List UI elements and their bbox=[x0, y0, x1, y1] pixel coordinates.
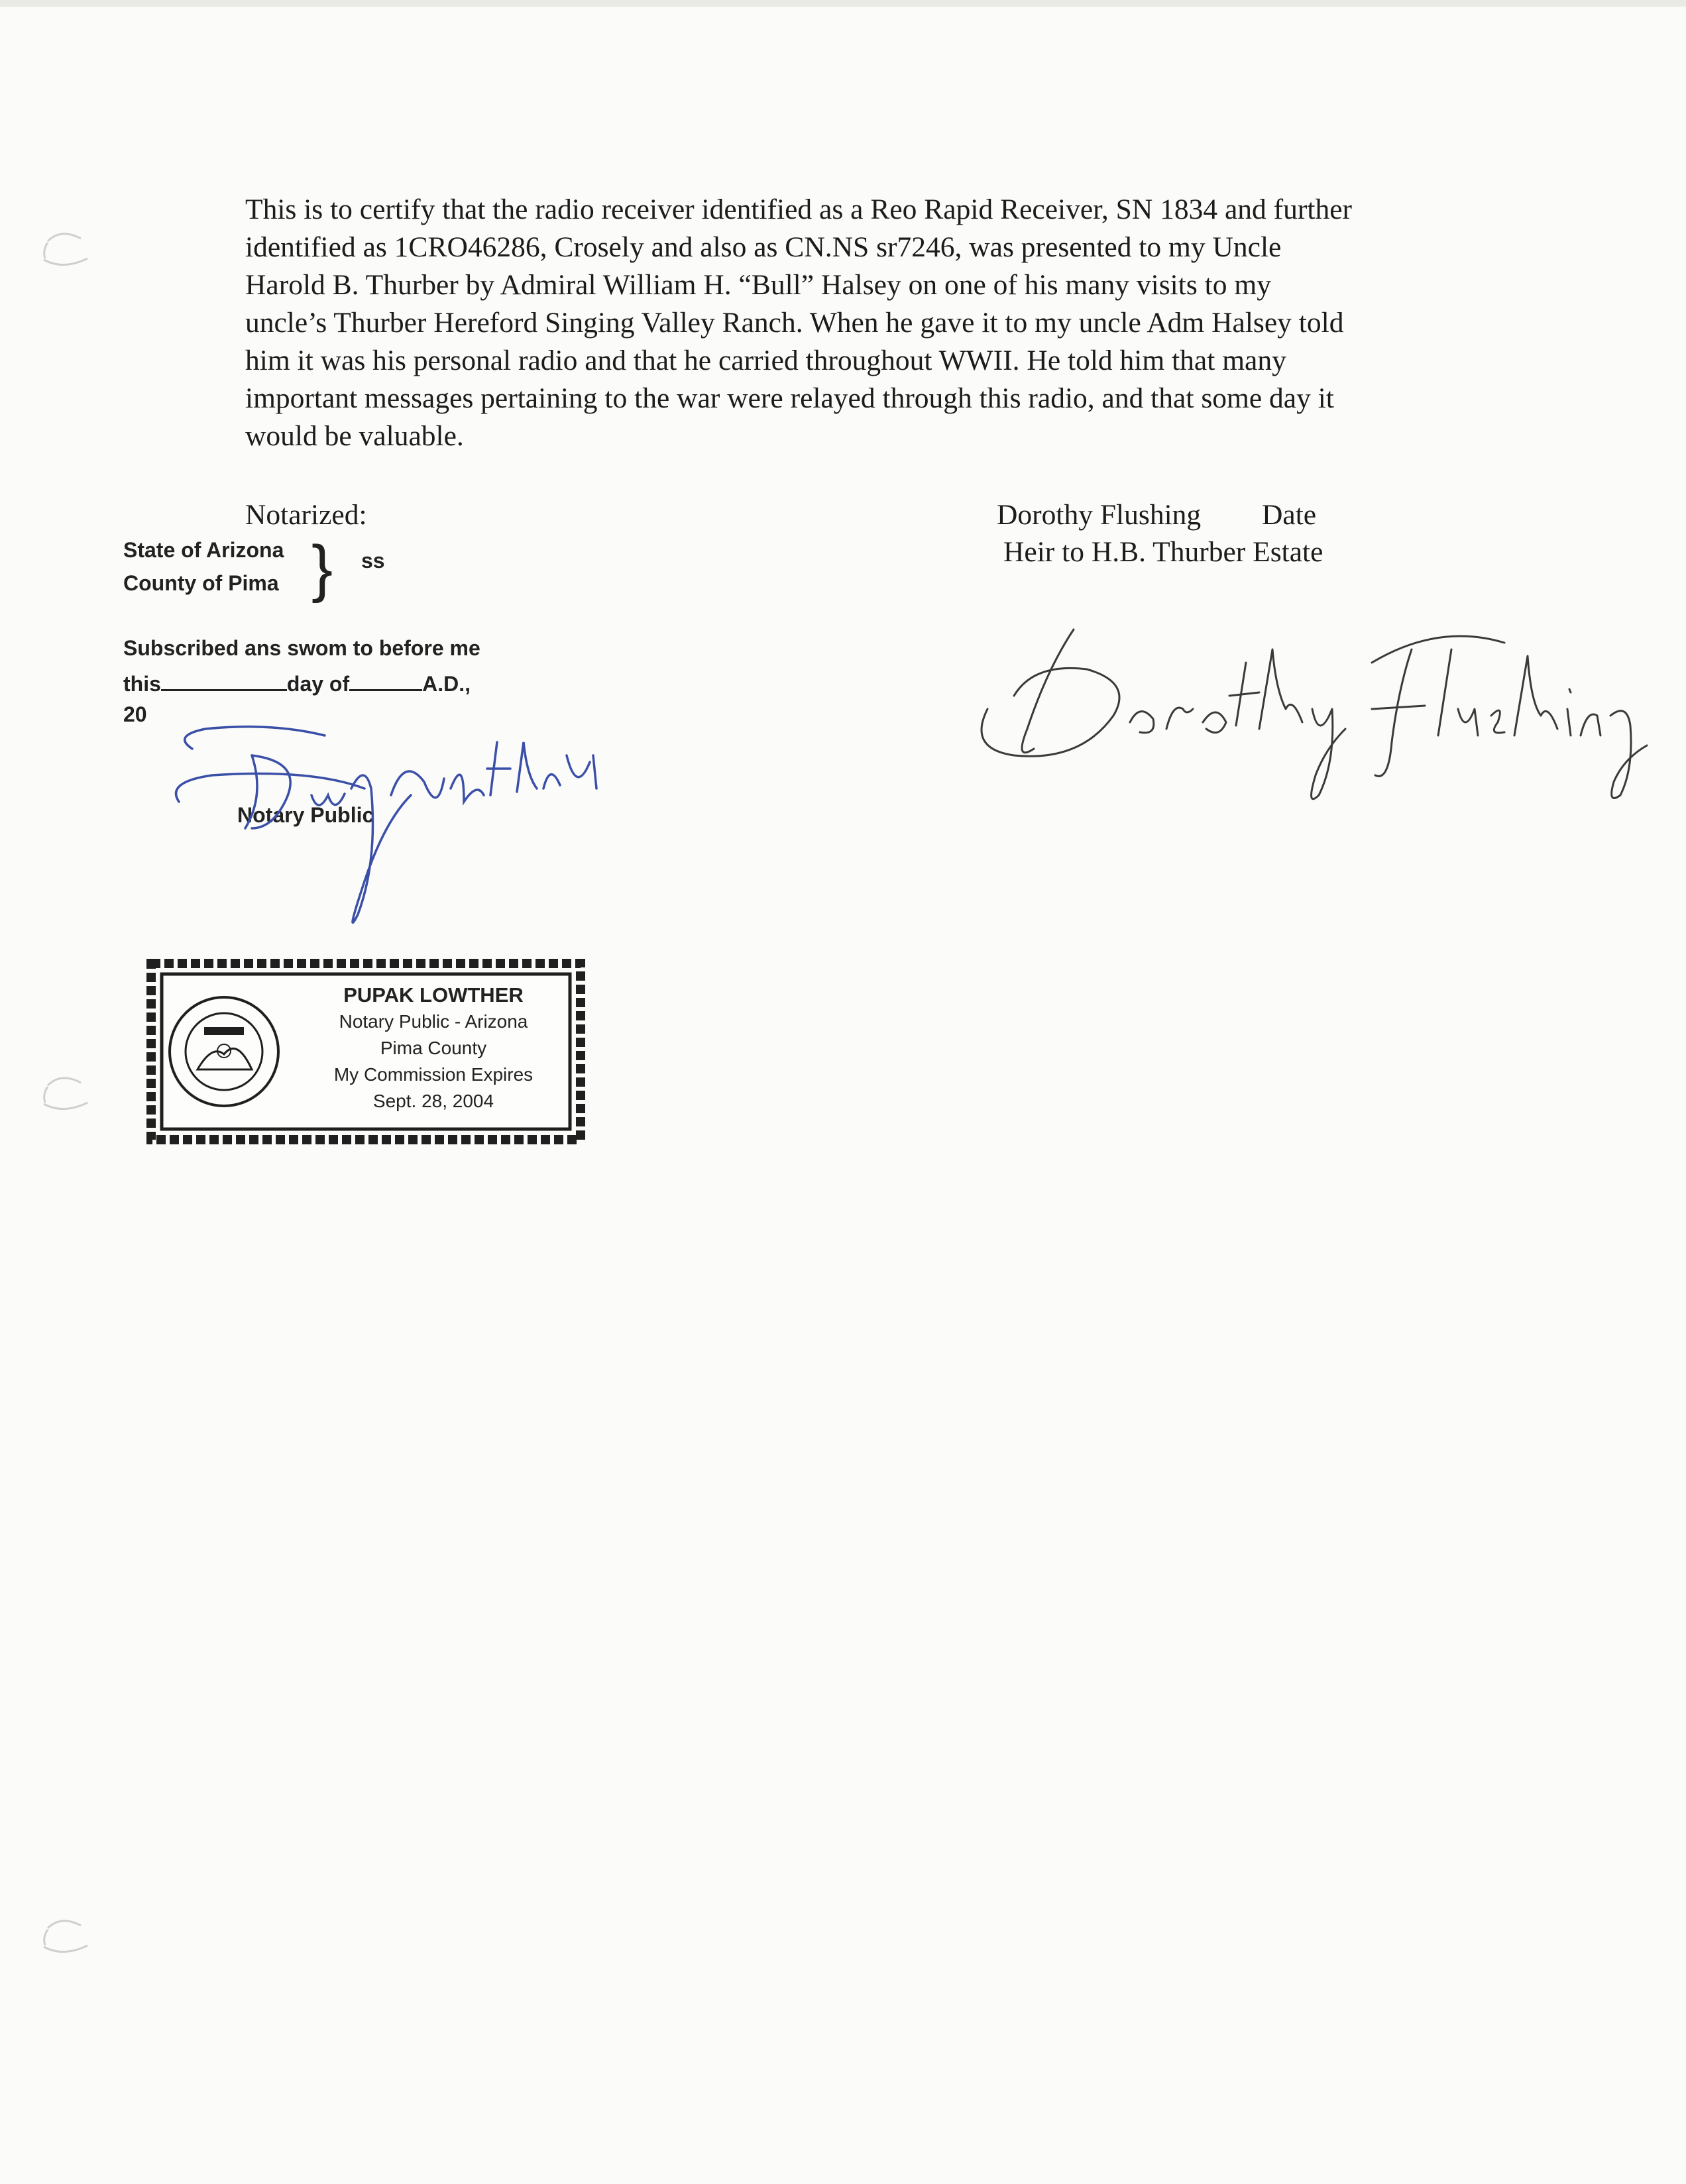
certification-line: identified as 1CRO46286, Crosely and also as CN.NS sr7246, was presented to my Uncle bbox=[245, 231, 1282, 263]
paper-top-edge bbox=[0, 0, 1686, 7]
jurat-date-line bbox=[123, 669, 471, 696]
jurat-statement: Subscribed ans swom to before me bbox=[123, 636, 480, 660]
jurat-year-prefix: 20 bbox=[123, 702, 147, 726]
date-label: Date bbox=[1262, 499, 1317, 531]
notarized-label: Notarized: bbox=[245, 499, 367, 531]
punch-hole-mark bbox=[34, 1906, 98, 1964]
certification-line: important messages pertaining to the war were relayed through this radio, and that some day it bbox=[245, 382, 1334, 414]
venue-brace: } bbox=[311, 533, 333, 604]
jurat-year-line bbox=[123, 702, 147, 727]
commission-label: My Commission Expires bbox=[333, 1064, 534, 1085]
seal-text bbox=[294, 982, 573, 1115]
punch-hole-mark bbox=[34, 219, 98, 277]
notary-name: PUPAK LOWTHER bbox=[343, 983, 524, 1007]
venue-state: State of Arizona bbox=[123, 538, 284, 562]
certification-line: would be valuable. bbox=[245, 420, 464, 452]
certification-paragraph bbox=[245, 191, 1511, 455]
notary-title: Notary Public - Arizona bbox=[339, 1011, 528, 1032]
signer-signature bbox=[974, 610, 1650, 808]
notary-seal-stamp bbox=[146, 958, 586, 1145]
notary-county: Pima County bbox=[380, 1038, 487, 1058]
jurat-day-of-label: day of bbox=[286, 672, 350, 696]
venue-county: County of Pima bbox=[123, 571, 279, 595]
certification-line: This is to certify that the radio receiver identified as a Reo Rapid Receiver, SN 1834 and further bbox=[245, 193, 1353, 225]
jurat-ad-label: A.D., bbox=[422, 672, 471, 696]
month-blank bbox=[349, 669, 422, 691]
certification-line: uncle’s Thurber Hereford Singing Valley Ranch. When he gave it to my uncle Adm Halsey told bbox=[245, 307, 1344, 339]
commission-expiry: Sept. 28, 2004 bbox=[372, 1091, 494, 1111]
notary-public-label: Notary Public bbox=[237, 803, 374, 827]
day-blank bbox=[161, 669, 287, 691]
signer-name: Dorothy Flushing bbox=[997, 499, 1202, 531]
jurat-this-label: this bbox=[123, 672, 161, 696]
certification-line: him it was his personal radio and that he carried throughout WWII. He told him that many bbox=[245, 345, 1286, 376]
venue-ss: ss bbox=[361, 549, 385, 573]
punch-hole-mark bbox=[34, 1063, 98, 1121]
signer-role: Heir to H.B. Thurber Estate bbox=[1003, 536, 1323, 568]
certification-line: Harold B. Thurber by Admiral William H. “Bull” Halsey on one of his many visits to my bbox=[245, 269, 1271, 301]
notary-signature bbox=[152, 716, 630, 934]
